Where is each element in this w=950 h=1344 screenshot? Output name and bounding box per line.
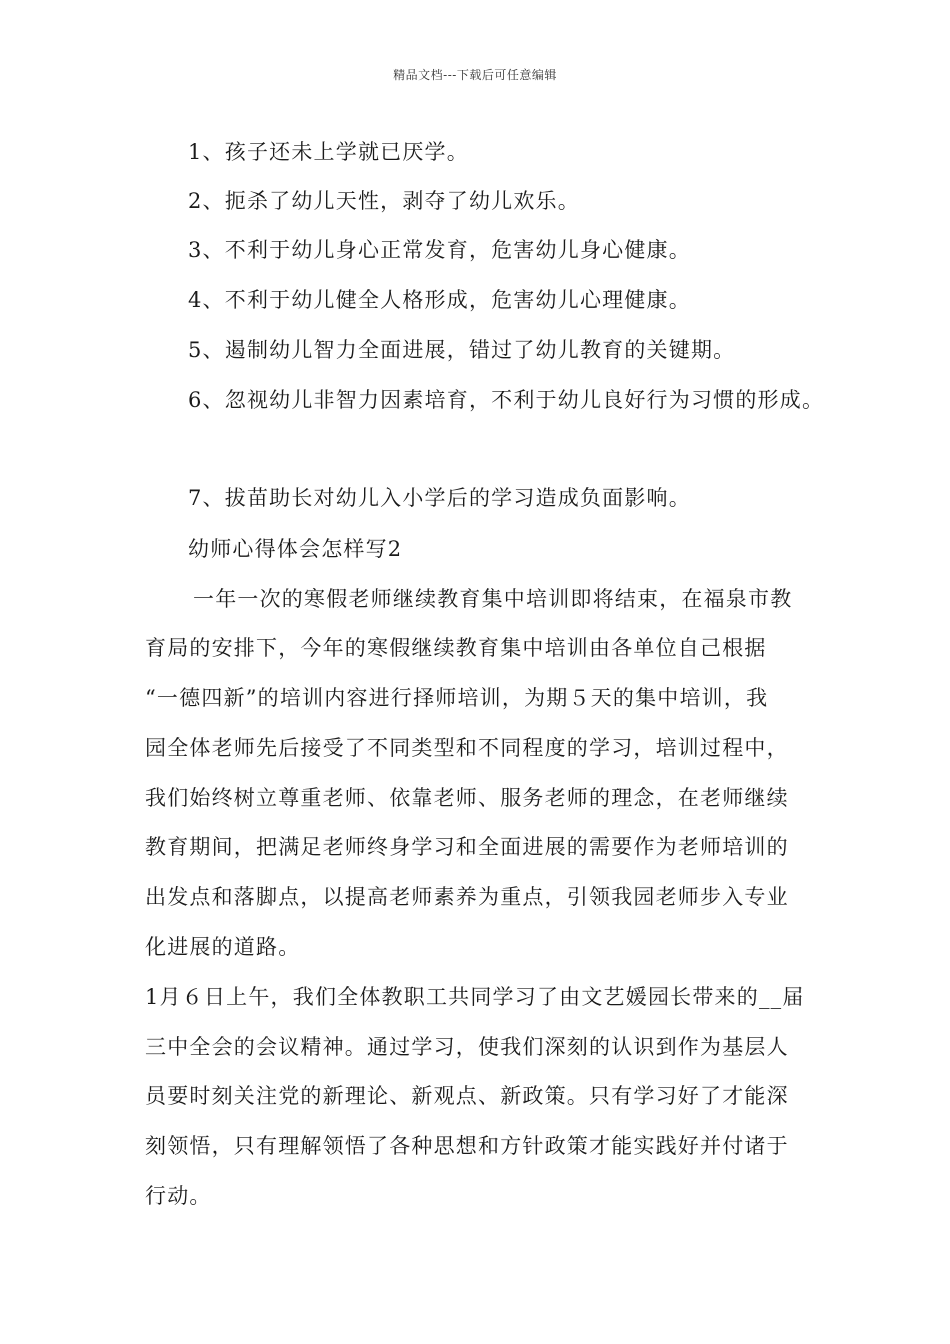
paragraph1-line-1: 一年一次的寒假老师继续教育集中培训即将结束，在福泉市教: [193, 587, 793, 611]
list-item-3: 3、不利于幼儿身心正常发育，危害幼儿身心健康。: [188, 238, 691, 262]
paragraph2-line-5: 行动。: [145, 1184, 212, 1208]
paragraph1-line-6: 教育期间，把满足老师终身学习和全面进展的需要作为老师培训的: [145, 835, 789, 859]
paragraph2-line-1: 1月６日上午，我们全体教职工共同学习了由文艺媛园长带来的__届: [145, 985, 805, 1009]
paragraph2-line-2: 三中全会的会议精神。通过学习，使我们深刻的认识到作为基层人: [145, 1035, 789, 1059]
paragraph1-line-5: 我们始终树立尊重老师、依靠老师、服务老师的理念，在老师继续: [145, 786, 789, 810]
paragraph1-line-3: “一德四新”的培训内容进行择师培训，为期５天的集中培训，我: [145, 686, 769, 710]
list-item-1: 1、孩子还未上学就已厌学。: [188, 140, 469, 164]
list-item-4: 4、不利于幼儿健全人格形成，危害幼儿心理健康。: [188, 288, 691, 312]
paragraph1-line-2: 育局的安排下，今年的寒假继续教育集中培训由各单位自己根据: [145, 636, 767, 660]
list-item-6: 6、忽视幼儿非智力因素培育，不利于幼儿良好行为习惯的形成。: [188, 388, 825, 412]
paragraph1-line-4: 园全体老师先后接受了不同类型和不同程度的学习，培训过程中，: [145, 736, 789, 760]
section-title: 幼师心得体会怎样写2: [188, 537, 403, 561]
paragraph1-line-8: 化进展的道路。: [145, 935, 301, 959]
list-item-7: 7、拔苗助长对幼儿入小学后的学习造成负面影响。: [188, 486, 691, 510]
paragraph2-line-3: 员要时刻关注党的新理论、新观点、新政策。只有学习好了才能深: [145, 1084, 789, 1108]
list-item-2: 2、扼杀了幼儿天性，剥夺了幼儿欢乐。: [188, 189, 580, 213]
paragraph1-line-7: 出发点和落脚点，以提高老师素养为重点，引领我园老师步入专业: [145, 885, 789, 909]
page-header: 精品文档---下载后可任意编辑: [393, 68, 557, 82]
paragraph2-line-4: 刻领悟，只有理解领悟了各种思想和方针政策才能实践好并付诸于: [145, 1134, 789, 1158]
list-item-5: 5、遏制幼儿智力全面进展，错过了幼儿教育的关键期。: [188, 338, 736, 362]
